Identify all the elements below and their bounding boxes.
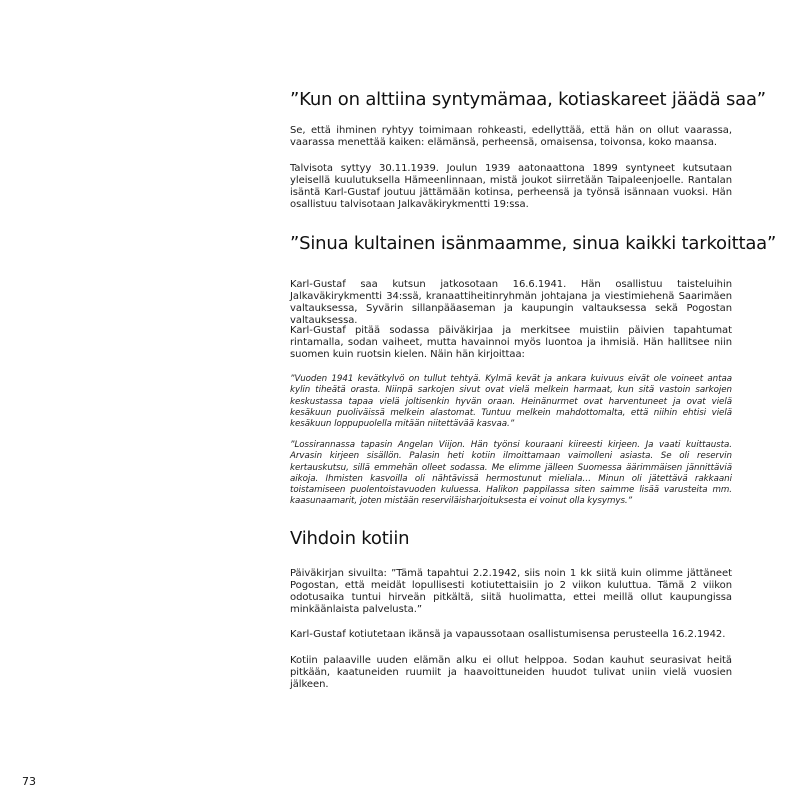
section2-paragraph-1: Karl-Gustaf saa kutsun jatkosotaan 16.6.1941. Hän osallistuu taisteluihin Jalkaväkirykmentti 34:ssä, kranaattiheitinryhmän johtajana ja viestimiehenä Saarimäen valtauksessa, Syvärin sillanpääaseman ja kaupungin valtauksessa sekä Pogostan valtauksessa. [290,279,732,326]
section1-heading: ”Kun on alttiina syntymämaa, kotiaskareet jäädä saa” [290,89,766,110]
section3-paragraph-1: Päiväkirjan sivuilta: ”Tämä tapahtui 2.2.1942, siis noin 1 kk siitä kuin olimme jättäneet Pogostan, että meidät lopullisesti kotiutettaisiin jo 2 viikon kuluttua. Tämä 2 viikon odotusaika tuntui hirveän pitkältä, siitä huolimatta, ettei meillä ollut kaupungissa minkäänlaista palvelusta.” [290,568,732,615]
section2-paragraph-2: Karl-Gustaf pitää sodassa päiväkirjaa ja merkitsee muistiin päivien tapahtumat rintamalla, sodan vaiheet, mutta havainnoi myös luontoa ja ihmisiä. Hän hallitsee niin suomen kuin ruotsin kielen. Näin hän kirjoittaa: [290,325,732,360]
diary-quote-2: ”Lossirannassa tapasin Angelan Viijon. Hän työnsi kouraani kiireesti kirjeen. Ja vaati kuittausta. Arvasin kirjeen sisällön. Palasin heti kotiin ilmoittamaan vaimolleni asiasta. Se oli reservin kertauskutsu, sillä emmehän olleet sodassa. Me elimme jälleen Suomessa äärimmäisen jännittäviä aikoja. Ihmisten kasvoilla oli nähtävissä hermostunut mieliala… Minun oli jätettävä rakkaani toistamiseen puolentoistavuoden kuluessa. Halikon pappilassa siten saimme lisää varusteita mm. kaasunaamarit, joten mistään reserviläisharjoituksesta ei voinut olla kysymys.” [290,440,732,507]
section3-paragraph-2: Karl-Gustaf kotiutetaan ikänsä ja vapaussotaan osallistumisensa perusteella 16.2.1942. [290,629,726,640]
section2-heading: ”Sinua kultainen isänmaamme, sinua kaikki tarkoittaa” [290,233,777,254]
page-number: 73 [22,775,36,788]
section3-heading: Vihdoin kotiin [290,528,410,549]
diary-quote-1: ”Vuoden 1941 kevätkylvö on tullut tehtyä. Kylmä kevät ja ankara kuivuus eivät ole voineet antaa kylin tiheätä orasta. Niinpä sarkojen sivut ovat vielä melkein harmaat, kun sitä vastoin sarkojen keskustassa tapaa vielä joltisenkin hyvän oraan. Heinänurmet ovat harventuneet ja ovat vielä kesäkuun puoliväissä melkein alastomat. Tuntuu melkein mahdottomalta, että niihin ehtisi vielä kesäkuun loppupuolella mitään niitettävää kasvaa.” [290,374,732,430]
section1-paragraph-1: Se, että ihminen ryhtyy toimimaan rohkeasti, edellyttää, että hän on ollut vaarassa, vaarassa menettää kaiken: elämänsä, perheensä, omaisensa, toivonsa, koko maansa. [290,125,732,148]
section1-paragraph-2: Talvisota syttyy 30.11.1939. Joulun 1939 aatonaattona 1899 syntyneet kutsutaan yleisellä kuulutuksella Hämeenlinnaan, mistä joukot siirretään Taipaleenjoelle. Rantalan isäntä Karl-Gustaf joutuu jättämään kotinsa, perheensä ja työnsä isännaan vuoksi. Hän osallistuu talvisotaan Jalkaväkirykmentti 19:ssa. [290,163,732,210]
section3-paragraph-3: Kotiin palaaville uuden elämän alku ei ollut helppoa. Sodan kauhut seurasivat heitä pitkään, kaatuneiden ruumiit ja haavoittuneiden huudot tulivat uniin vielä vuosien jälkeen. [290,655,732,690]
